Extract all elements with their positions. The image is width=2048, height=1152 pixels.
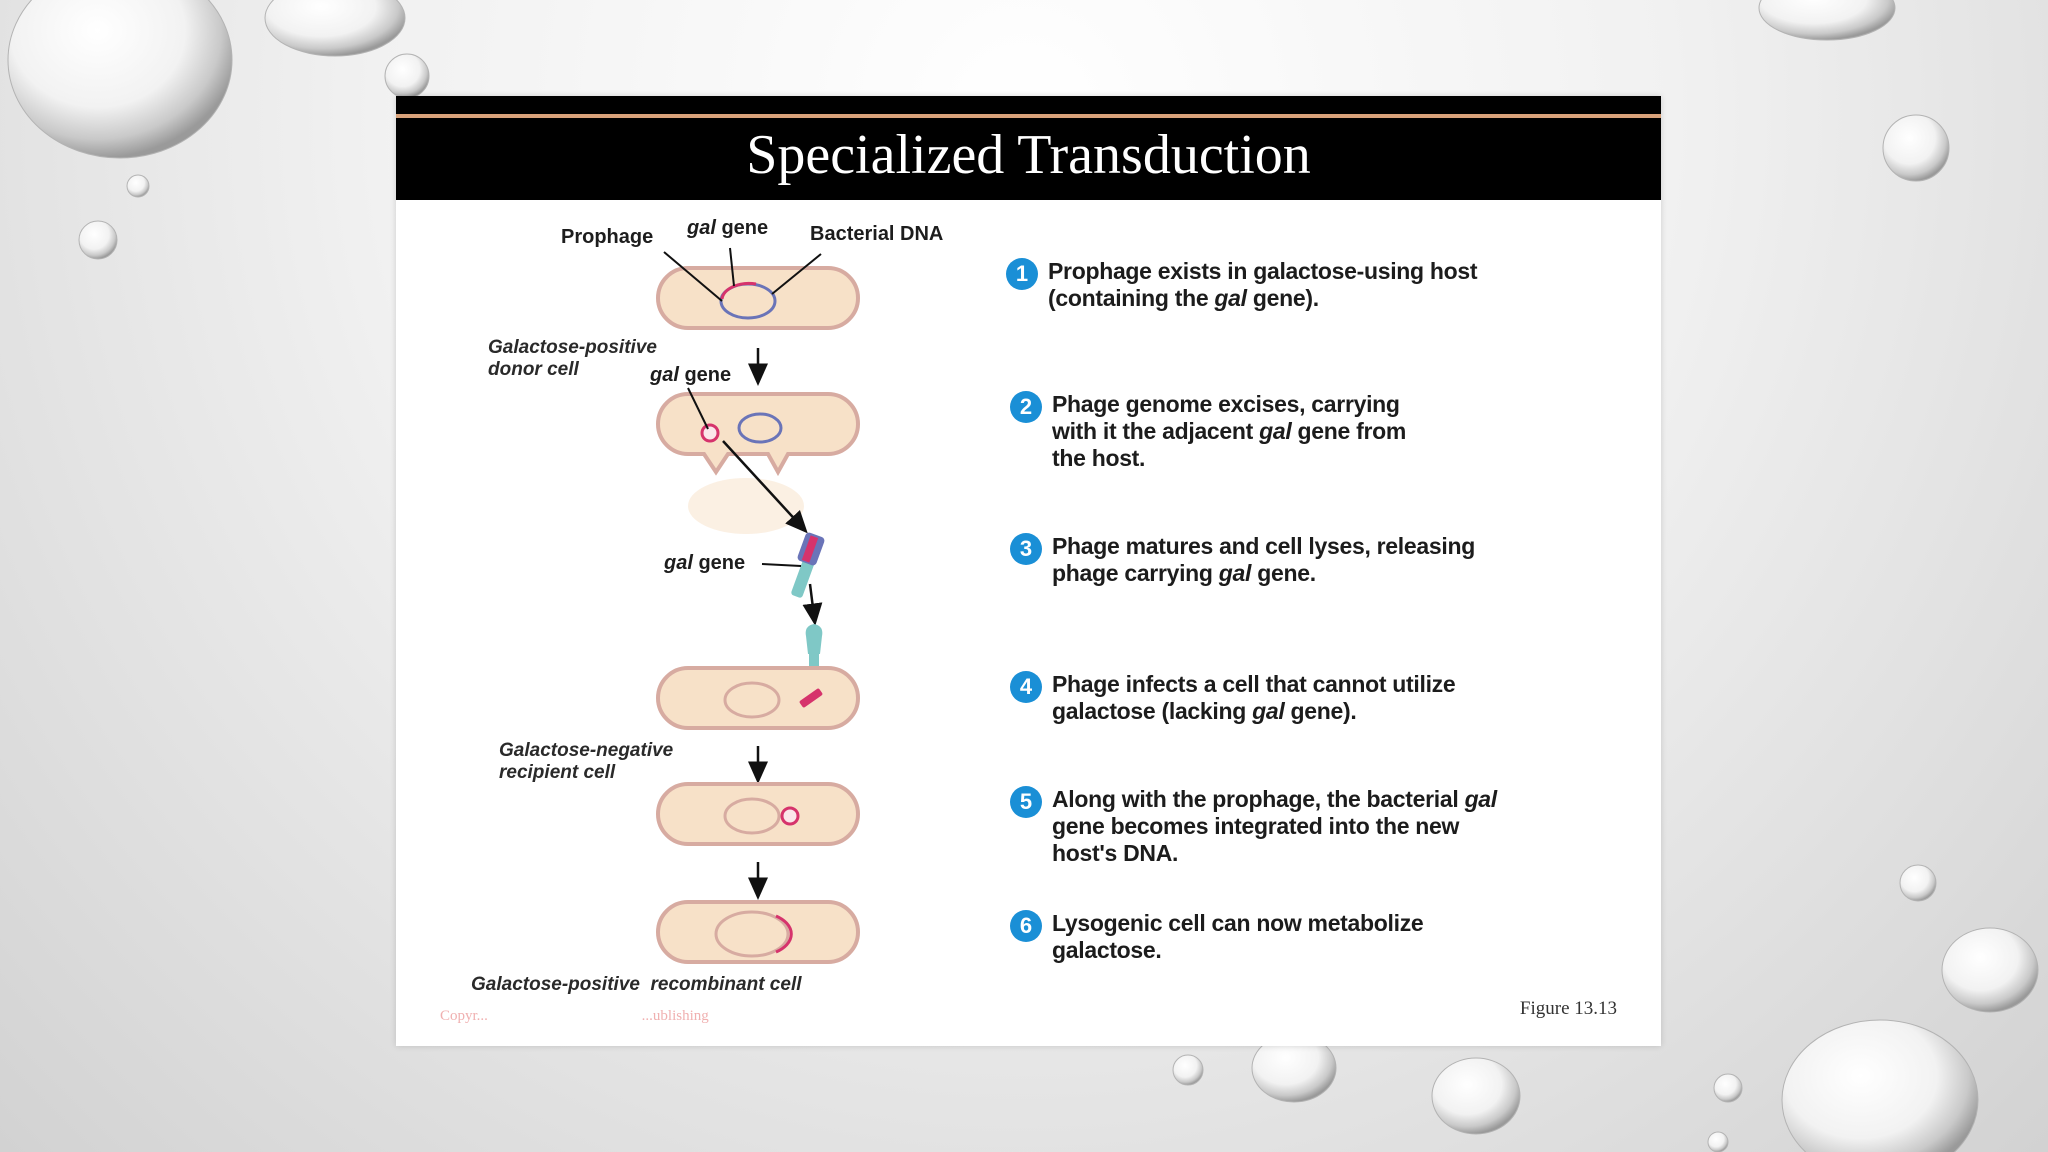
gene-name-italic: gal — [1214, 285, 1247, 311]
gal-gene-label-top: gal gene — [687, 217, 769, 239]
lysis-debris — [688, 478, 804, 534]
gal-gene-pointer — [762, 564, 801, 566]
gene-name-italic: gal — [1259, 418, 1292, 444]
step-text-line: Lysogenic cell can now metabolize — [1052, 910, 1424, 936]
droplet — [1759, 0, 1895, 40]
step-text — [1052, 786, 1552, 867]
step-number-badge: 1 — [1006, 258, 1038, 290]
slide-title: Specialized Transduction — [746, 124, 1311, 186]
step-text-line: gene becomes integrated into the new — [1052, 813, 1460, 839]
step-text — [1048, 258, 1548, 312]
integration-cell — [658, 784, 858, 844]
step-text-line: the host. — [1052, 445, 1146, 471]
transducing-phage — [762, 531, 826, 598]
step-1 — [1006, 258, 1548, 312]
step-3 — [1010, 533, 1552, 587]
droplet — [79, 221, 117, 259]
step-2 — [1010, 391, 1552, 472]
droplet — [127, 175, 149, 197]
step-text-line: Phage infects a cell that cannot utilize — [1052, 671, 1456, 697]
gene-name-italic: gal — [1464, 786, 1497, 812]
excised-phage-genome — [702, 425, 718, 441]
step-text-line: phage carrying gal gene. — [1052, 560, 1316, 586]
gal-gene-label-2: gal gene — [650, 364, 732, 386]
step-number-badge: 4 — [1010, 671, 1042, 703]
step-4 — [1010, 671, 1552, 725]
bacterial-dna-label: Bacterial DNA — [810, 223, 944, 245]
step-5 — [1010, 786, 1552, 867]
droplet — [385, 54, 429, 98]
step-number-badge: 5 — [1010, 786, 1042, 818]
phage-attaching-shape — [806, 624, 823, 654]
recombinant-cell-label: Galactose-positive recombinant cell — [471, 974, 802, 995]
step-text — [1052, 910, 1552, 964]
gal-gene-label-3: gal gene — [664, 552, 746, 574]
step-text-line: host's DNA. — [1052, 840, 1179, 866]
recombinant-cell — [658, 902, 858, 962]
step-text-line: Phage matures and cell lyses, releasing — [1052, 533, 1475, 559]
step-text-line: Prophage exists in galactose-using host — [1048, 258, 1478, 284]
droplet — [1173, 1055, 1203, 1085]
gene-name-italic: gal — [1252, 698, 1285, 724]
step-text-line: Phage genome excises, carrying — [1052, 391, 1400, 417]
step-text-line: galactose (lacking gal gene). — [1052, 698, 1357, 724]
step-text-line: (containing the gal gene). — [1048, 285, 1319, 311]
cell-body-ruptured — [658, 394, 858, 472]
prophage-label: Prophage — [561, 226, 654, 248]
gene-name-italic: gal — [1218, 560, 1252, 586]
recipient-cell-label: Galactose-negative recipient cell — [499, 740, 674, 783]
droplet — [1782, 1020, 1978, 1152]
droplet — [1942, 928, 2038, 1012]
step-number-badge: 2 — [1010, 391, 1042, 423]
cell-body — [658, 784, 858, 844]
droplet — [1708, 1132, 1728, 1152]
step-number-badge: 6 — [1010, 910, 1042, 942]
droplet — [1883, 115, 1949, 181]
droplet — [8, 0, 232, 158]
figure-caption: Figure 13.13 — [1519, 998, 1617, 1019]
droplet — [1432, 1058, 1520, 1134]
slide-panel — [396, 96, 1661, 1046]
donor-cell-label: Galactose-positive donor cell — [488, 337, 657, 380]
copyright-notice: Copyr... ...ublishing — [440, 1008, 709, 1024]
droplet — [265, 0, 405, 56]
cell-body — [658, 268, 858, 328]
step-number-badge: 3 — [1010, 533, 1042, 565]
step-6 — [1010, 910, 1552, 964]
arrow-down — [810, 584, 814, 616]
donor-cell — [658, 248, 858, 328]
recipient-cell — [658, 668, 858, 728]
attaching-phage — [806, 624, 823, 666]
step-text-line: with it the adjacent gal gene from — [1052, 418, 1407, 444]
step-text — [1052, 391, 1552, 472]
excision-cell — [658, 388, 858, 534]
droplet — [1714, 1074, 1742, 1102]
step-text — [1052, 671, 1552, 725]
phage-attaching-tail — [809, 652, 819, 666]
step-text — [1052, 533, 1552, 587]
step-text-line: Along with the prophage, the bacterial gal — [1052, 786, 1497, 812]
cell-body — [658, 668, 858, 728]
droplet — [1900, 865, 1936, 901]
step-text-line: galactose. — [1052, 937, 1162, 963]
phage-genome-circle — [782, 808, 798, 824]
